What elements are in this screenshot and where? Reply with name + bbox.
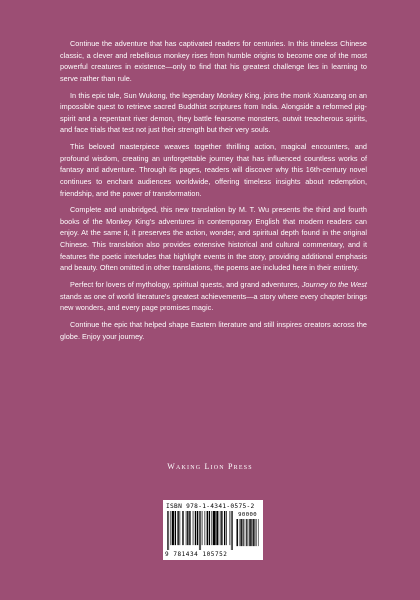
barcode-bar	[250, 519, 251, 546]
barcode-bar	[237, 519, 238, 546]
barcode-bar	[202, 511, 203, 545]
barcode-bar	[182, 511, 183, 545]
barcode-bar	[207, 511, 208, 545]
barcode-bar	[243, 519, 244, 546]
addon-barcode-bars	[236, 519, 259, 550]
barcode-bar	[224, 511, 225, 545]
barcode-bar	[200, 511, 201, 550]
barcode-bar	[189, 511, 190, 545]
barcode-bar	[205, 511, 206, 545]
barcode-bar	[209, 511, 210, 545]
barcode-bar	[180, 511, 181, 545]
barcode-bar	[246, 519, 247, 546]
blurb-paragraph-6: Continue the epic that helped shape Eastern literature and still inspires creators across the globe. Enjoy your journey.	[60, 320, 367, 341]
barcode-bar	[199, 511, 200, 550]
barcode-bar	[226, 511, 227, 545]
barcode-bar	[193, 511, 194, 545]
barcode-bar	[172, 511, 174, 545]
book-title-italic: Journey to the West	[301, 280, 367, 290]
blurb-paragraph-2: In this epic tale, Sun Wukong, the legendary Monkey King, joins the monk Xuanzang on an impossible quest to retrieve sacred Buddhist scriptures from India. Alongside a reformed pig-spirit and a repentant river demon, they battle fearsome monsters, outwit treacherous spirits, and face trials that test not just their strength but their very souls.	[60, 90, 367, 135]
barcode-bar	[175, 511, 176, 545]
price-code: 90000	[238, 512, 257, 518]
barcode-bar	[232, 511, 233, 550]
blurb-text	[60, 38, 367, 347]
barcode-bar	[220, 511, 221, 545]
isbn-barcode	[163, 500, 263, 560]
barcode-bar	[211, 511, 212, 545]
barcode-bar	[177, 511, 178, 545]
blurb-paragraph-3: This beloved masterpiece weaves together thrilling action, magical encounters, and profound wisdom, creating an unforgettable journey that has influenced countless works of fantasy and adventure. Through its pages, readers will discover why this 16th-century novel continues to enchant audiences worldwide, offering timeless insights about redemption, friendship, and the power of transformation.	[60, 142, 367, 198]
barcode-bar	[195, 511, 196, 545]
barcode-bar	[170, 511, 171, 545]
blurb-paragraph-5	[60, 279, 367, 314]
blurb-paragraph-5-start: Perfect for lovers of mythology, spiritual quests, and grand adventures,	[70, 280, 300, 290]
barcode-bar	[167, 511, 168, 550]
barcode-bar	[230, 511, 231, 545]
blurb-paragraph-4: Complete and unabridged, this new translation by M. T. Wu presents the third and fourth books of the Monkey King's adventures in contemporary English that modern readers can enjoy. At the same it, it preserves the action, wonder, and spiritual depth found in the original Chinese. This translation also provides extensive historical and cultural commentary, and it features the poetic interludes that highlight events in the story, providing additional emphasis and beauty. Often omitted in other translations, the poems are included here in their entirety.	[60, 205, 367, 273]
barcode-bar	[216, 511, 218, 545]
blurb-paragraph-1: Continue the adventure that has captivated readers for centuries. In this timeless Chinese classic, a clever and rebellious monkey rises from humble origins to become one of the most powerful creatures in existence—only to find that his greatest challenge lies in learning to serve rather than rule.	[60, 39, 367, 83]
barcode-bar	[187, 511, 188, 545]
barcode-bar	[231, 511, 232, 550]
blurb-paragraph-5-end: stands as one of world literature's greatest achievements—a story where every chapter brings new wonders, and every page promises magic.	[60, 291, 367, 313]
barcode-bar	[197, 511, 198, 545]
barcode-bar	[186, 511, 187, 545]
barcode-bar	[221, 511, 222, 545]
barcode-bar	[240, 519, 241, 546]
isbn-number: ISBN 978-1-4341-0575-2	[166, 503, 255, 510]
ean-barcode-bars	[167, 511, 233, 550]
barcode-bar	[249, 519, 250, 546]
barcode-bar	[253, 519, 254, 546]
barcode-bar	[168, 511, 169, 550]
barcode-bar	[213, 511, 216, 545]
barcode-digits: 9 781434 105752	[165, 550, 228, 558]
publisher-name: Waking Lion Press	[167, 462, 253, 471]
